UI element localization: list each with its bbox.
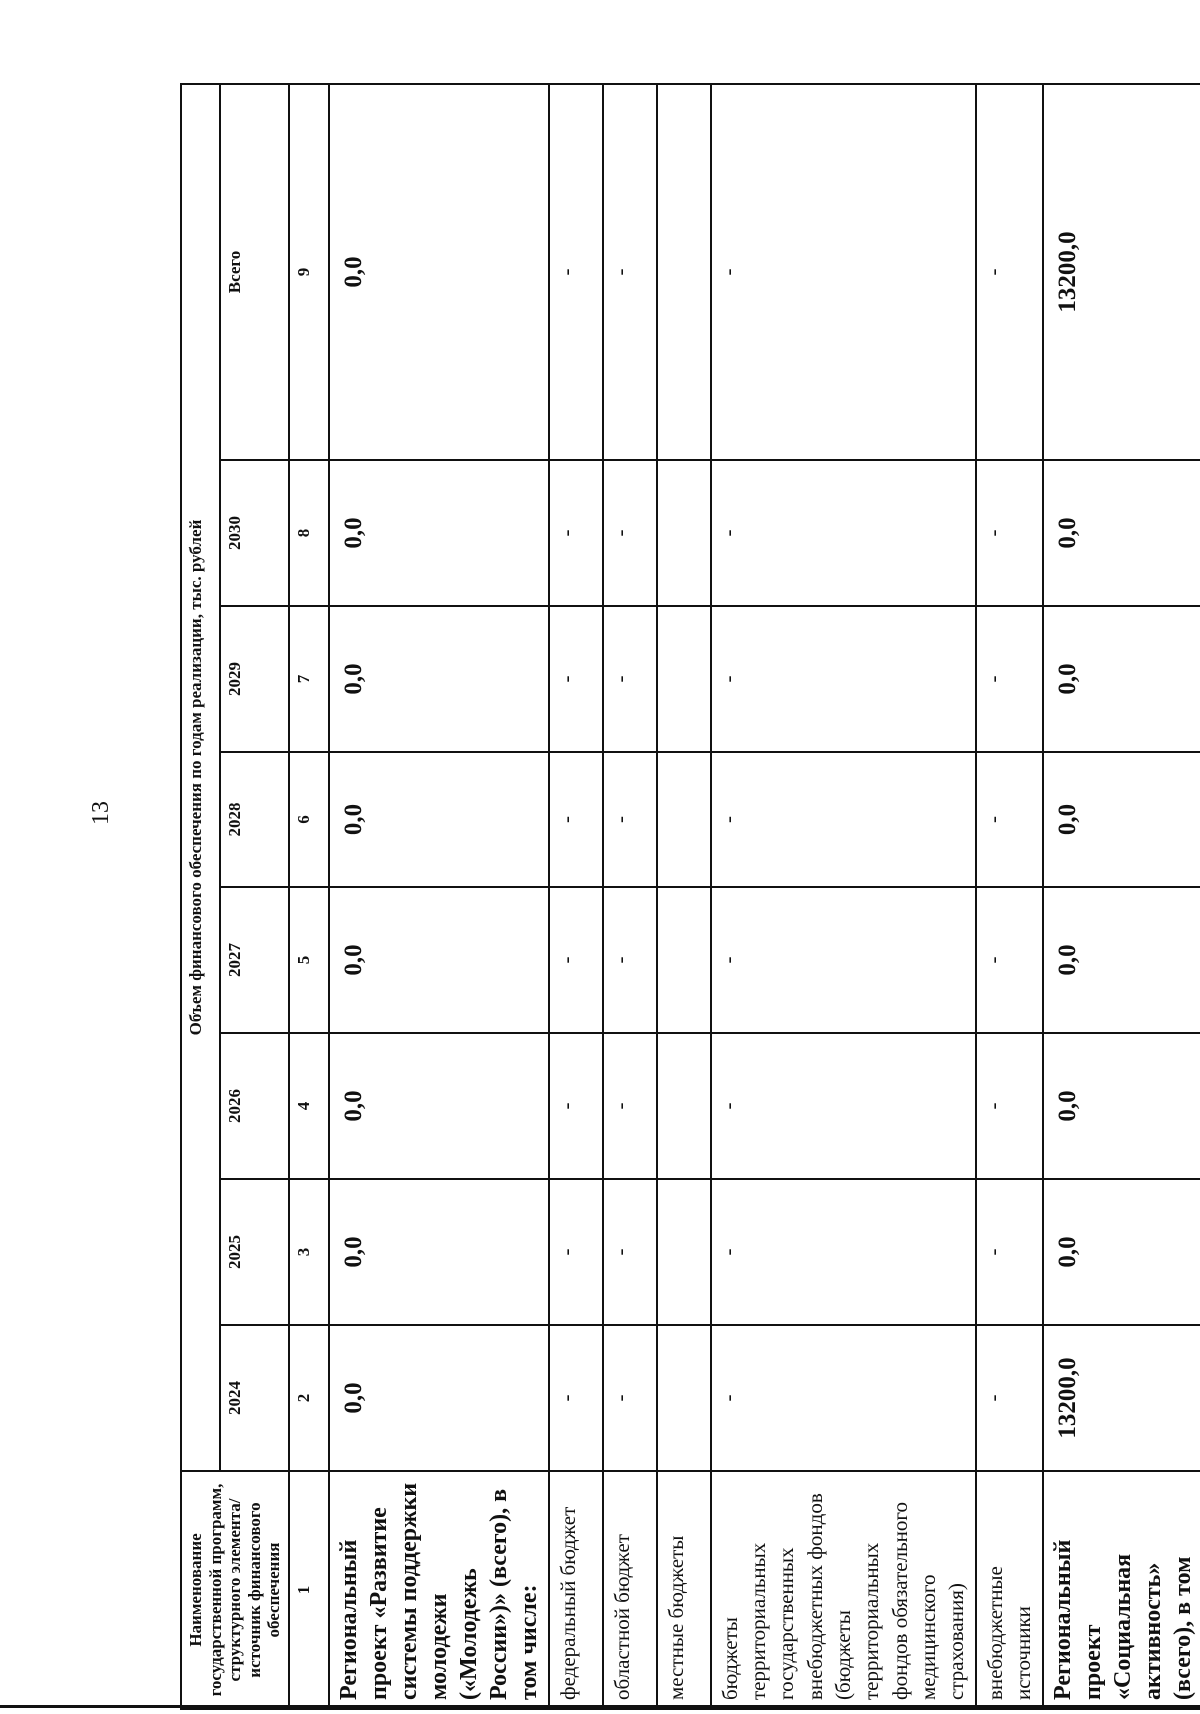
table-row: [549, 84, 603, 1709]
column-number: 1: [289, 1471, 329, 1709]
cell-value: 0,0: [1043, 887, 1200, 1033]
row-name: областной бюджет: [603, 1471, 657, 1709]
cell-value: -: [711, 460, 976, 606]
cell-value: -: [549, 606, 603, 752]
cell-value: [657, 1325, 711, 1471]
cell-value: -: [549, 1179, 603, 1325]
row-name: Региональный проект «Развитие системы поддержки молодежи («Молодежь России»)» (всего), в том числе:: [329, 1471, 549, 1709]
cell-value: -: [976, 84, 1043, 460]
cell-value: 0,0: [1043, 1033, 1200, 1179]
cell-value: -: [976, 606, 1043, 752]
year-header: 2030: [220, 460, 288, 606]
cell-value: -: [603, 460, 657, 606]
column-number: 7: [289, 606, 329, 752]
page-number: 13: [88, 801, 114, 825]
cell-value: [657, 460, 711, 606]
cell-value: [657, 887, 711, 1033]
year-header: 2025: [220, 1179, 288, 1325]
cell-value: -: [711, 752, 976, 887]
row-name: Региональный проект «Социальная активность» (всего), в том: [1043, 1471, 1200, 1709]
column-number: 6: [289, 752, 329, 887]
year-header: 2029: [220, 606, 288, 752]
row-name: федеральный бюджет: [549, 1471, 603, 1709]
column-number: 5: [289, 887, 329, 1033]
row-name: бюджеты территориальных государственных внебюджетных фондов (бюджеты территориальных фондов обязательного медицинского страхования): [711, 1471, 976, 1709]
cell-value: [657, 1179, 711, 1325]
column-number: 2: [289, 1325, 329, 1471]
cell-value: -: [976, 752, 1043, 887]
cell-value: -: [976, 887, 1043, 1033]
column-number: 9: [289, 84, 329, 460]
cell-value: 0,0: [1043, 606, 1200, 752]
group-header: Объем финансового обеспечения по годам реализации, тыс. рублей: [181, 84, 220, 1471]
cell-value: -: [976, 1033, 1043, 1179]
cell-value: [657, 84, 711, 460]
year-header: 2024: [220, 1325, 288, 1471]
cell-value: -: [549, 1325, 603, 1471]
column-number: 3: [289, 1179, 329, 1325]
cell-value: -: [549, 752, 603, 887]
cell-value: [657, 606, 711, 752]
cell-value: 0,0: [329, 84, 549, 460]
cell-value: -: [711, 887, 976, 1033]
cell-value: -: [603, 84, 657, 460]
cell-value: [657, 1033, 711, 1179]
cell-value: -: [711, 1033, 976, 1179]
cell-value: -: [976, 1325, 1043, 1471]
cell-value: -: [603, 1033, 657, 1179]
column-number: 8: [289, 460, 329, 606]
cell-value: -: [711, 84, 976, 460]
table-row: [976, 84, 1043, 1709]
cell-value: -: [976, 460, 1043, 606]
cell-value: 13200,0: [1043, 1325, 1200, 1471]
cell-value: 0,0: [1043, 752, 1200, 887]
cell-value: -: [603, 752, 657, 887]
year-header: 2027: [220, 887, 288, 1033]
table-row: [603, 84, 657, 1709]
cell-value: 0,0: [329, 606, 549, 752]
cell-value: -: [711, 1179, 976, 1325]
cell-value: 0,0: [329, 752, 549, 887]
cell-value: -: [603, 1179, 657, 1325]
row-name: внебюджетные источники: [976, 1471, 1043, 1709]
year-header: 2028: [220, 752, 288, 887]
table-row: [1043, 84, 1200, 1709]
cell-value: 0,0: [329, 460, 549, 606]
cell-value: -: [711, 606, 976, 752]
cell-value: -: [603, 887, 657, 1033]
cell-value: -: [976, 1179, 1043, 1325]
financing-table: [180, 83, 1200, 1710]
col1-header: Наименование государственной программ, структурного элемента/источник финансового обеспечения: [181, 1471, 289, 1709]
cell-value: -: [549, 1033, 603, 1179]
cell-value: 0,0: [329, 1033, 549, 1179]
cell-value: -: [549, 84, 603, 460]
cell-value: -: [603, 606, 657, 752]
cell-value: -: [603, 1325, 657, 1471]
rotated-table-wrapper: [180, 85, 1196, 1710]
cell-value: 0,0: [329, 887, 549, 1033]
cell-value: -: [711, 1325, 976, 1471]
table-row: [329, 84, 549, 1709]
cell-value: 0,0: [329, 1179, 549, 1325]
table-row: [657, 84, 711, 1709]
cell-value: 0,0: [1043, 1179, 1200, 1325]
cell-value: 0,0: [329, 1325, 549, 1471]
cell-value: 13200,0: [1043, 84, 1200, 460]
cell-value: -: [549, 887, 603, 1033]
row-name: местные бюджеты: [657, 1471, 711, 1709]
total-header: Всего: [220, 84, 288, 460]
year-header: 2026: [220, 1033, 288, 1179]
column-number: 4: [289, 1033, 329, 1179]
cell-value: [657, 752, 711, 887]
table-row: [711, 84, 976, 1709]
cell-value: 0,0: [1043, 460, 1200, 606]
cell-value: -: [549, 460, 603, 606]
